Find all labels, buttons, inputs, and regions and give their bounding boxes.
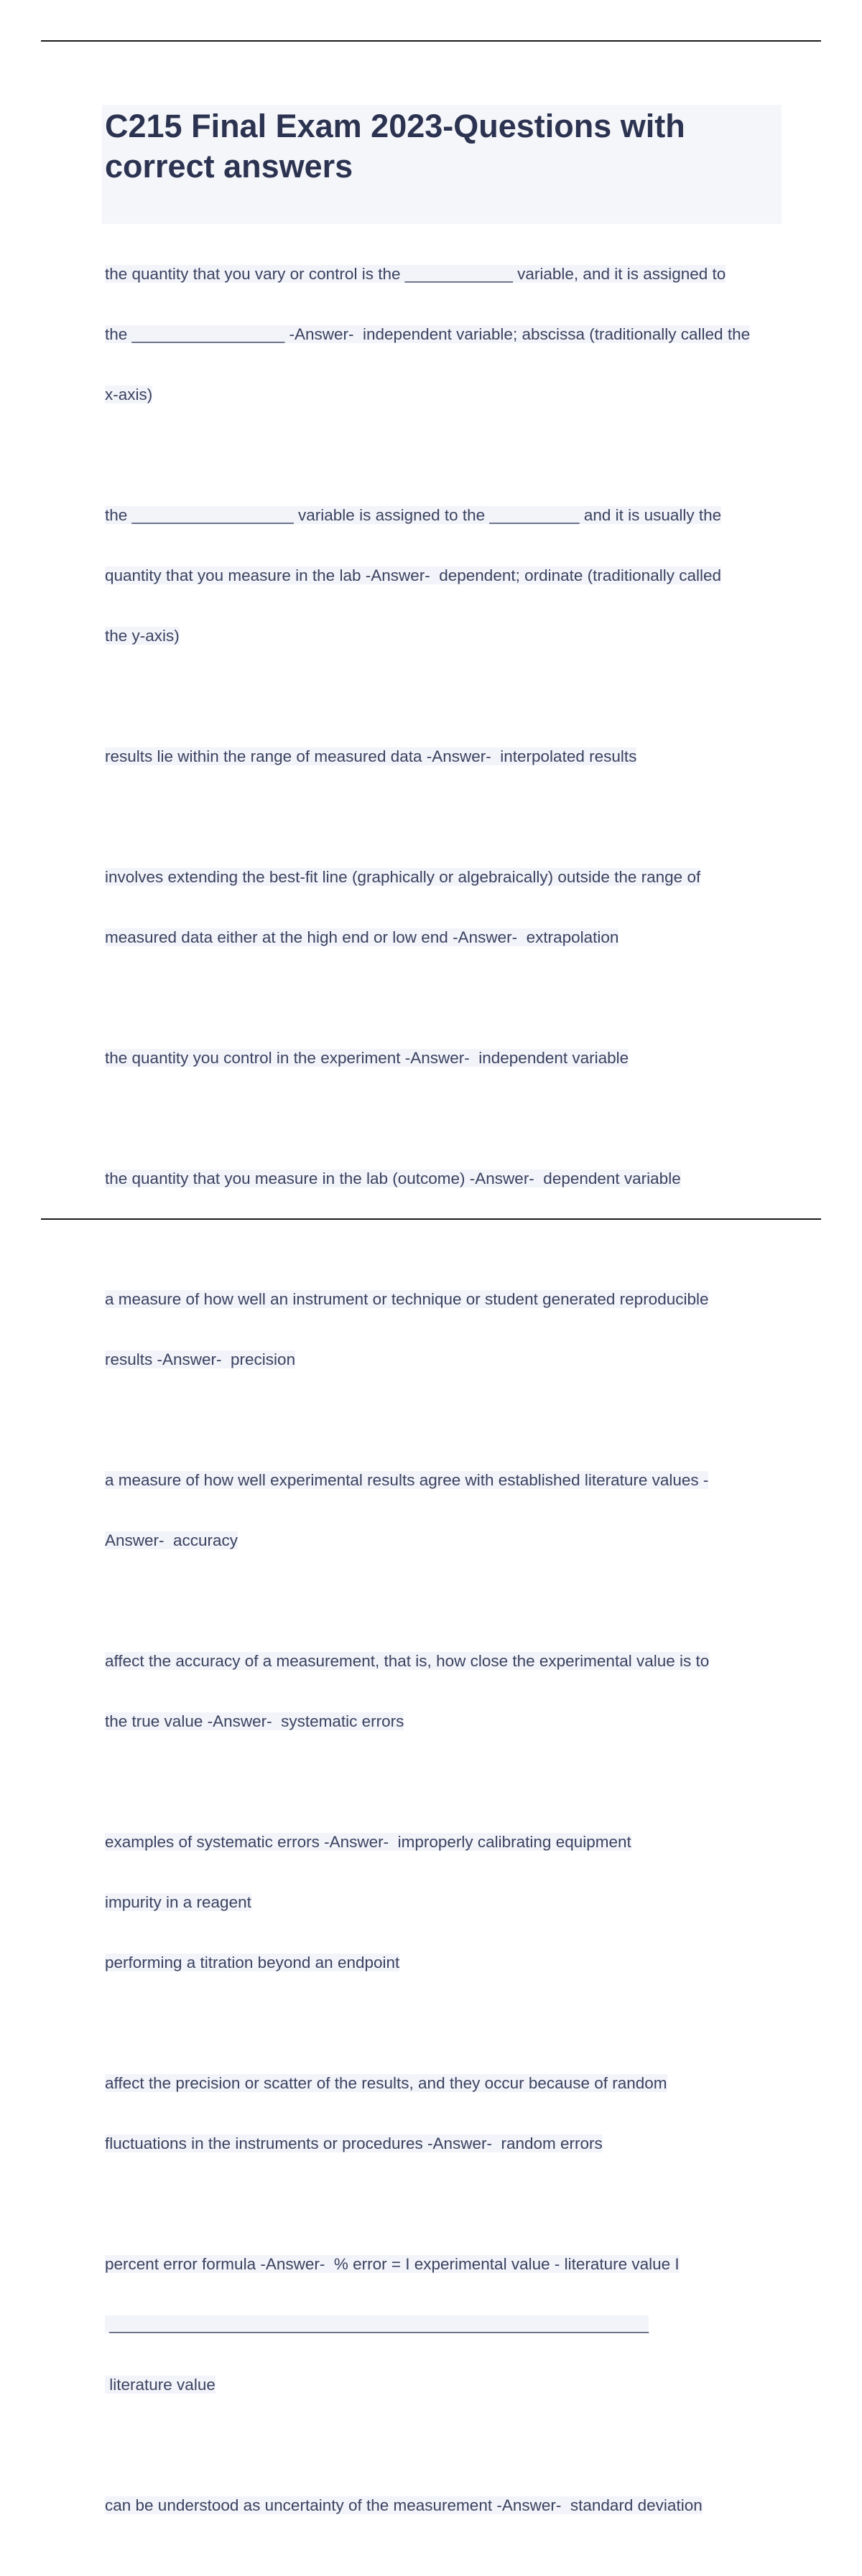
qa-item bbox=[105, 2033, 783, 2194]
qa-line: the _________________ -Answer- independent variable; abscissa (traditionally called the bbox=[105, 325, 751, 343]
top-rule bbox=[41, 40, 821, 42]
qa-item bbox=[105, 224, 783, 445]
qa-line: involves extending the best-fit line (graphically or algebraically) outside the range of bbox=[105, 868, 701, 886]
qa-line: Answer- accuracy bbox=[105, 1531, 238, 1549]
qa-line: the y-axis) bbox=[105, 627, 180, 645]
qa-item bbox=[105, 1008, 783, 1109]
qa-line: the quantity you control in the experiment -Answer- independent variable bbox=[105, 1049, 629, 1067]
qa-item bbox=[105, 1792, 783, 2013]
qa-line: percent error formula -Answer- % error = I experimental value - literature value I bbox=[105, 2255, 680, 2273]
qa-item bbox=[105, 827, 783, 988]
qa-item bbox=[105, 706, 783, 807]
bottom-rule bbox=[41, 1218, 821, 1220]
qa-line: performing a titration beyond an endpoint bbox=[105, 1954, 400, 1971]
qa-line: results lie within the range of measured data -Answer- interpolated results bbox=[105, 747, 637, 765]
formula-denominator: literature value bbox=[105, 2376, 216, 2394]
formula-fraction-bar: ____________________________________________________________ bbox=[105, 2315, 649, 2333]
qa-line: results -Answer- precision bbox=[105, 1350, 296, 1368]
qa-list bbox=[105, 224, 783, 2576]
qa-item bbox=[105, 1611, 783, 1772]
qa-line: the true value -Answer- systematic errors bbox=[105, 1712, 404, 1730]
qa-line: a measure of how well experimental results agree with established literature values - bbox=[105, 1471, 709, 1489]
qa-line: affect the precision or scatter of the results, and they occur because of random bbox=[105, 2074, 667, 2092]
qa-line: affect the accuracy of a measurement, that is, how close the experimental value is to bbox=[105, 1652, 710, 1670]
qa-line: fluctuations in the instruments or procedures -Answer- random errors bbox=[105, 2134, 603, 2152]
qa-item bbox=[105, 2214, 783, 2435]
qa-line: quantity that you measure in the lab -Answer- dependent; ordinate (traditionally called bbox=[105, 566, 721, 584]
qa-item bbox=[105, 1249, 783, 1410]
qa-line: the __________________ variable is assigned to the __________ and it is usually the bbox=[105, 506, 722, 524]
qa-line: can be understood as uncertainty of the measurement -Answer- standard deviation bbox=[105, 2496, 703, 2514]
qa-line: measured data either at the high end or low end -Answer- extrapolation bbox=[105, 928, 619, 946]
page-title: C215 Final Exam 2023-Questions with correct answers bbox=[105, 108, 685, 185]
qa-line: impurity in a reagent bbox=[105, 1893, 251, 1911]
qa-line: the quantity that you vary or control is the ____________ variable, and it is assigned to bbox=[105, 265, 726, 283]
qa-line: the quantity that you measure in the lab (outcome) -Answer- dependent variable bbox=[105, 1170, 681, 1187]
qa-item bbox=[105, 1129, 783, 1229]
qa-line: examples of systematic errors -Answer- improperly calibrating equipment bbox=[105, 1833, 631, 1851]
qa-item bbox=[105, 1430, 783, 1591]
qa-line: x-axis) bbox=[105, 386, 153, 403]
qa-item bbox=[105, 465, 783, 686]
qa-item bbox=[105, 2455, 783, 2556]
qa-line: a measure of how well an instrument or technique or student generated reproducible bbox=[105, 1290, 709, 1308]
